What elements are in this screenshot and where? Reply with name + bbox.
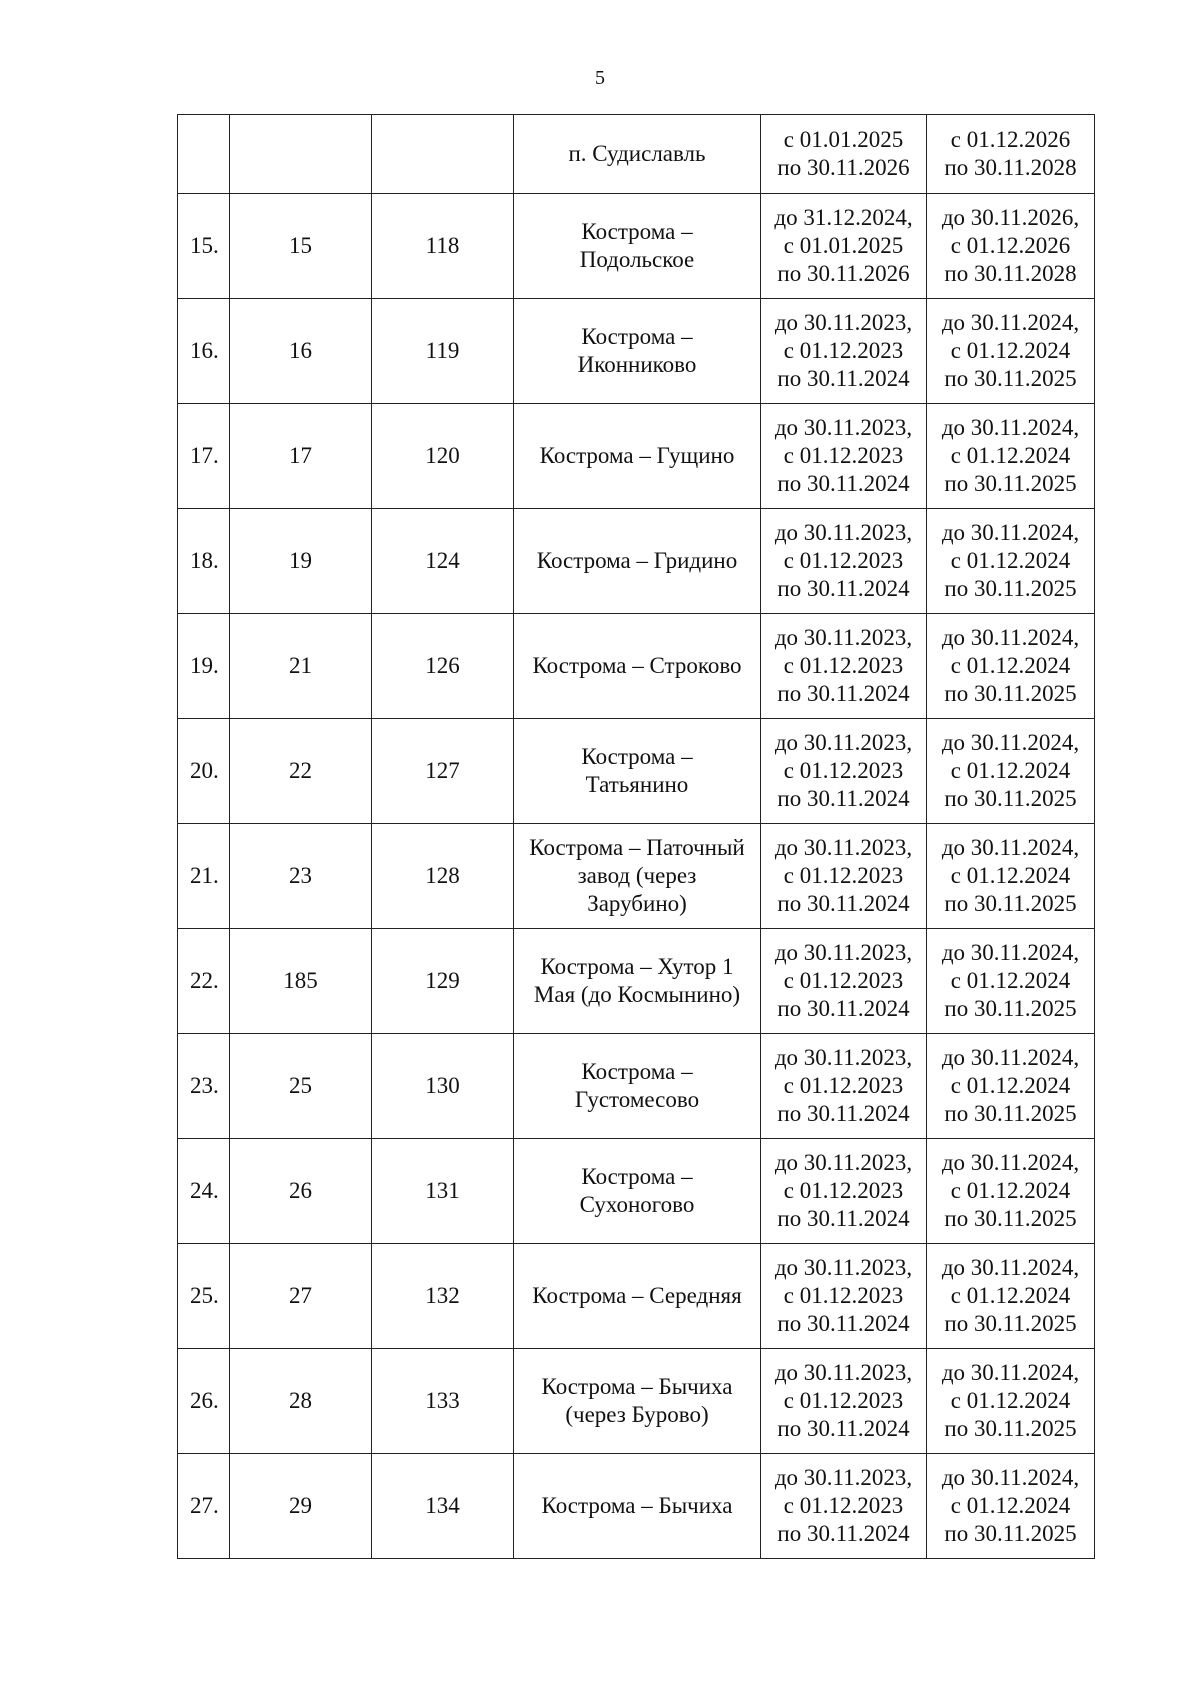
cell-line: Подольское bbox=[579, 247, 695, 272]
page-number: 5 bbox=[595, 67, 605, 89]
cell-line: с 01.12.2026 bbox=[950, 233, 1071, 258]
cell-line: по 30.11.2024 bbox=[777, 1416, 910, 1441]
cell-registry-number: 19 bbox=[230, 509, 372, 614]
cell-line: до 30.11.2024, bbox=[941, 310, 1080, 335]
cell-line: Кострома – Паточный bbox=[529, 835, 745, 860]
cell-number: 24. bbox=[178, 1139, 230, 1244]
cell-line: с 01.01.2025 bbox=[783, 127, 904, 152]
cell-number: 27. bbox=[178, 1454, 230, 1559]
cell-line: по 30.11.2024 bbox=[777, 366, 910, 391]
cell-route-name bbox=[514, 1139, 761, 1244]
cell-line: с 01.12.2024 bbox=[950, 1073, 1071, 1098]
cell-route-number bbox=[372, 115, 514, 194]
cell-line: с 01.12.2024 bbox=[950, 758, 1071, 783]
table-row bbox=[178, 1349, 1095, 1454]
cell-route-number: 120 bbox=[372, 404, 514, 509]
cell-line: с 01.12.2024 bbox=[950, 1493, 1071, 1518]
cell-line: по 30.11.2024 bbox=[777, 1101, 910, 1126]
cell-line: до 30.11.2024, bbox=[941, 520, 1080, 545]
cell-line: по 30.11.2028 bbox=[944, 261, 1077, 286]
cell-registry-number: 26 bbox=[230, 1139, 372, 1244]
cell-route-name bbox=[514, 1454, 761, 1559]
cell-line: с 01.12.2023 bbox=[783, 1178, 904, 1203]
cell-line: до 30.11.2023, bbox=[774, 1465, 913, 1490]
cell-period-1 bbox=[761, 115, 927, 194]
cell-period-2 bbox=[927, 719, 1095, 824]
table-row bbox=[178, 929, 1095, 1034]
cell-line: до 30.11.2024, bbox=[941, 1255, 1080, 1280]
cell-period-1 bbox=[761, 1034, 927, 1139]
cell-line: до 30.11.2024, bbox=[941, 1045, 1080, 1070]
cell-period-1 bbox=[761, 194, 927, 299]
cell-period-2 bbox=[927, 614, 1095, 719]
table-row bbox=[178, 719, 1095, 824]
cell-period-2 bbox=[927, 1244, 1095, 1349]
cell-line: Кострома – Хутор 1 bbox=[540, 954, 734, 979]
cell-line: до 30.11.2026, bbox=[941, 205, 1080, 230]
cell-line: до 30.11.2023, bbox=[774, 1150, 913, 1175]
cell-period-1 bbox=[761, 509, 927, 614]
cell-route-name bbox=[514, 115, 761, 194]
table-row bbox=[178, 509, 1095, 614]
cell-line: по 30.11.2026 bbox=[777, 261, 910, 286]
cell-line: по 30.11.2025 bbox=[944, 786, 1077, 811]
cell-line: Кострома – bbox=[581, 1059, 693, 1084]
cell-line: до 30.11.2023, bbox=[774, 940, 913, 965]
cell-number: 25. bbox=[178, 1244, 230, 1349]
cell-line: по 30.11.2025 bbox=[944, 366, 1077, 391]
cell-route-number: 128 bbox=[372, 824, 514, 929]
cell-line: по 30.11.2025 bbox=[944, 1521, 1077, 1546]
cell-line: по 30.11.2024 bbox=[777, 996, 910, 1021]
cell-line: до 30.11.2024, bbox=[941, 1360, 1080, 1385]
cell-line: по 30.11.2024 bbox=[777, 891, 910, 916]
cell-period-2 bbox=[927, 1349, 1095, 1454]
cell-line: до 30.11.2023, bbox=[774, 520, 913, 545]
cell-line: с 01.12.2023 bbox=[783, 338, 904, 363]
cell-period-1 bbox=[761, 1454, 927, 1559]
cell-line: до 30.11.2023, bbox=[774, 730, 913, 755]
cell-period-2 bbox=[927, 1139, 1095, 1244]
cell-route-number: 118 bbox=[372, 194, 514, 299]
cell-period-2 bbox=[927, 115, 1095, 194]
cell-line: до 30.11.2024, bbox=[941, 940, 1080, 965]
cell-route-name bbox=[514, 824, 761, 929]
routes-table-body bbox=[178, 115, 1095, 1559]
cell-period-2 bbox=[927, 299, 1095, 404]
table-row bbox=[178, 299, 1095, 404]
routes-table bbox=[177, 114, 1095, 1559]
cell-number: 26. bbox=[178, 1349, 230, 1454]
cell-line: до 30.11.2024, bbox=[941, 415, 1080, 440]
cell-period-1 bbox=[761, 1139, 927, 1244]
cell-number bbox=[178, 115, 230, 194]
cell-line: до 30.11.2024, bbox=[941, 625, 1080, 650]
cell-route-name bbox=[514, 1034, 761, 1139]
cell-number: 15. bbox=[178, 194, 230, 299]
cell-period-2 bbox=[927, 1454, 1095, 1559]
cell-registry-number: 21 bbox=[230, 614, 372, 719]
cell-line: Кострома – bbox=[581, 1164, 693, 1189]
cell-line: Сухоногово bbox=[579, 1192, 695, 1217]
cell-line: с 01.12.2023 bbox=[783, 548, 904, 573]
cell-route-number: 127 bbox=[372, 719, 514, 824]
cell-registry-number: 185 bbox=[230, 929, 372, 1034]
cell-registry-number bbox=[230, 115, 372, 194]
cell-period-1 bbox=[761, 824, 927, 929]
cell-registry-number: 25 bbox=[230, 1034, 372, 1139]
cell-line: с 01.12.2024 bbox=[950, 1388, 1071, 1413]
cell-route-name bbox=[514, 1244, 761, 1349]
cell-line: по 30.11.2024 bbox=[777, 1521, 910, 1546]
cell-line: Кострома – Бычиха bbox=[541, 1374, 733, 1399]
cell-route-name bbox=[514, 614, 761, 719]
cell-period-1 bbox=[761, 614, 927, 719]
cell-line: с 01.12.2023 bbox=[783, 1388, 904, 1413]
cell-line: по 30.11.2024 bbox=[777, 681, 910, 706]
cell-number: 20. bbox=[178, 719, 230, 824]
cell-line: до 30.11.2024, bbox=[941, 1150, 1080, 1175]
cell-line: Кострома – Строково bbox=[532, 653, 742, 678]
cell-line: с 01.12.2023 bbox=[783, 1493, 904, 1518]
cell-period-1 bbox=[761, 299, 927, 404]
cell-line: с 01.12.2024 bbox=[950, 548, 1071, 573]
table-row bbox=[178, 404, 1095, 509]
cell-line: по 30.11.2024 bbox=[777, 576, 910, 601]
cell-line: Густомесово bbox=[574, 1087, 700, 1112]
cell-line: с 01.12.2024 bbox=[950, 968, 1071, 993]
cell-number: 23. bbox=[178, 1034, 230, 1139]
cell-line: Мая (до Космынино) bbox=[533, 982, 741, 1007]
cell-line: по 30.11.2025 bbox=[944, 471, 1077, 496]
cell-line: Кострома – Бычиха bbox=[541, 1493, 733, 1518]
cell-line: до 30.11.2023, bbox=[774, 625, 913, 650]
cell-line: с 01.12.2024 bbox=[950, 338, 1071, 363]
cell-line: до 30.11.2024, bbox=[941, 730, 1080, 755]
cell-line: до 30.11.2023, bbox=[774, 835, 913, 860]
cell-registry-number: 29 bbox=[230, 1454, 372, 1559]
cell-line: по 30.11.2025 bbox=[944, 996, 1077, 1021]
cell-route-number: 132 bbox=[372, 1244, 514, 1349]
cell-registry-number: 15 bbox=[230, 194, 372, 299]
cell-line: по 30.11.2025 bbox=[944, 576, 1077, 601]
cell-line: с 01.12.2023 bbox=[783, 758, 904, 783]
cell-line: по 30.11.2025 bbox=[944, 681, 1077, 706]
cell-line: по 30.11.2025 bbox=[944, 1206, 1077, 1231]
cell-line: с 01.12.2023 bbox=[783, 1073, 904, 1098]
cell-line: по 30.11.2024 bbox=[777, 1311, 910, 1336]
table-row bbox=[178, 824, 1095, 929]
cell-route-number: 119 bbox=[372, 299, 514, 404]
cell-line: до 30.11.2023, bbox=[774, 1045, 913, 1070]
cell-line: п. Судиславль bbox=[568, 141, 706, 166]
cell-period-2 bbox=[927, 509, 1095, 614]
cell-route-number: 130 bbox=[372, 1034, 514, 1139]
cell-period-2 bbox=[927, 929, 1095, 1034]
cell-line: завод (через bbox=[577, 863, 697, 888]
cell-registry-number: 17 bbox=[230, 404, 372, 509]
cell-route-name bbox=[514, 1349, 761, 1454]
cell-line: Кострома – Гущино bbox=[539, 443, 735, 468]
cell-number: 17. bbox=[178, 404, 230, 509]
table-row-continuation bbox=[178, 115, 1095, 194]
cell-line: Кострома – bbox=[581, 744, 693, 769]
cell-line: Зарубино) bbox=[587, 891, 687, 916]
cell-line: до 30.11.2023, bbox=[774, 1360, 913, 1385]
cell-line: до 30.11.2023, bbox=[774, 310, 913, 335]
cell-line: с 01.12.2023 bbox=[783, 443, 904, 468]
cell-number: 21. bbox=[178, 824, 230, 929]
cell-line: до 30.11.2024, bbox=[941, 835, 1080, 860]
cell-line: с 01.12.2024 bbox=[950, 443, 1071, 468]
cell-line: с 01.12.2024 bbox=[950, 653, 1071, 678]
cell-period-1 bbox=[761, 719, 927, 824]
table-row bbox=[178, 194, 1095, 299]
cell-period-1 bbox=[761, 929, 927, 1034]
table-row bbox=[178, 1034, 1095, 1139]
cell-line: по 30.11.2025 bbox=[944, 1416, 1077, 1441]
cell-period-1 bbox=[761, 1244, 927, 1349]
cell-period-1 bbox=[761, 1349, 927, 1454]
cell-registry-number: 28 bbox=[230, 1349, 372, 1454]
cell-route-number: 126 bbox=[372, 614, 514, 719]
cell-number: 19. bbox=[178, 614, 230, 719]
cell-registry-number: 22 bbox=[230, 719, 372, 824]
cell-route-number: 134 bbox=[372, 1454, 514, 1559]
cell-line: Кострома – Гридино bbox=[536, 548, 738, 573]
cell-route-name bbox=[514, 194, 761, 299]
cell-line: с 01.12.2023 bbox=[783, 653, 904, 678]
cell-registry-number: 23 bbox=[230, 824, 372, 929]
cell-line: (через Бурово) bbox=[565, 1402, 709, 1427]
cell-route-name bbox=[514, 929, 761, 1034]
cell-line: по 30.11.2025 bbox=[944, 1311, 1077, 1336]
cell-line: с 01.12.2024 bbox=[950, 1283, 1071, 1308]
cell-route-number: 131 bbox=[372, 1139, 514, 1244]
cell-line: Кострома – bbox=[581, 324, 693, 349]
cell-period-1 bbox=[761, 404, 927, 509]
cell-registry-number: 27 bbox=[230, 1244, 372, 1349]
cell-number: 16. bbox=[178, 299, 230, 404]
cell-period-2 bbox=[927, 404, 1095, 509]
cell-line: с 01.12.2023 bbox=[783, 1283, 904, 1308]
cell-line: Кострома – Середняя bbox=[532, 1283, 742, 1308]
cell-line: Иконниково bbox=[577, 352, 697, 377]
cell-line: по 30.11.2025 bbox=[944, 891, 1077, 916]
cell-route-number: 129 bbox=[372, 929, 514, 1034]
cell-period-2 bbox=[927, 1034, 1095, 1139]
cell-line: Татьянино bbox=[585, 772, 689, 797]
cell-line: по 30.11.2028 bbox=[944, 155, 1077, 180]
cell-route-number: 133 bbox=[372, 1349, 514, 1454]
cell-number: 22. bbox=[178, 929, 230, 1034]
table-row bbox=[178, 1139, 1095, 1244]
cell-line: с 01.12.2024 bbox=[950, 863, 1071, 888]
cell-line: по 30.11.2026 bbox=[777, 155, 910, 180]
cell-line: по 30.11.2024 bbox=[777, 1206, 910, 1231]
cell-line: по 30.11.2025 bbox=[944, 1101, 1077, 1126]
cell-line: до 30.11.2023, bbox=[774, 1255, 913, 1280]
cell-route-number: 124 bbox=[372, 509, 514, 614]
cell-line: с 01.12.2024 bbox=[950, 1178, 1071, 1203]
cell-line: Кострома – bbox=[581, 219, 693, 244]
cell-route-name bbox=[514, 719, 761, 824]
cell-route-name bbox=[514, 404, 761, 509]
cell-line: с 01.12.2023 bbox=[783, 863, 904, 888]
cell-line: по 30.11.2024 bbox=[777, 471, 910, 496]
cell-period-2 bbox=[927, 824, 1095, 929]
cell-route-name bbox=[514, 509, 761, 614]
cell-registry-number: 16 bbox=[230, 299, 372, 404]
table-row bbox=[178, 1244, 1095, 1349]
cell-line: до 30.11.2024, bbox=[941, 1465, 1080, 1490]
cell-route-name bbox=[514, 299, 761, 404]
cell-number: 18. bbox=[178, 509, 230, 614]
table-row bbox=[178, 1454, 1095, 1559]
cell-line: с 01.01.2025 bbox=[783, 233, 904, 258]
table-row bbox=[178, 614, 1095, 719]
cell-line: по 30.11.2024 bbox=[777, 786, 910, 811]
cell-line: с 01.12.2026 bbox=[950, 127, 1071, 152]
cell-period-2 bbox=[927, 194, 1095, 299]
cell-line: до 31.12.2024, bbox=[774, 205, 913, 230]
cell-line: с 01.12.2023 bbox=[783, 968, 904, 993]
cell-line: до 30.11.2023, bbox=[774, 415, 913, 440]
